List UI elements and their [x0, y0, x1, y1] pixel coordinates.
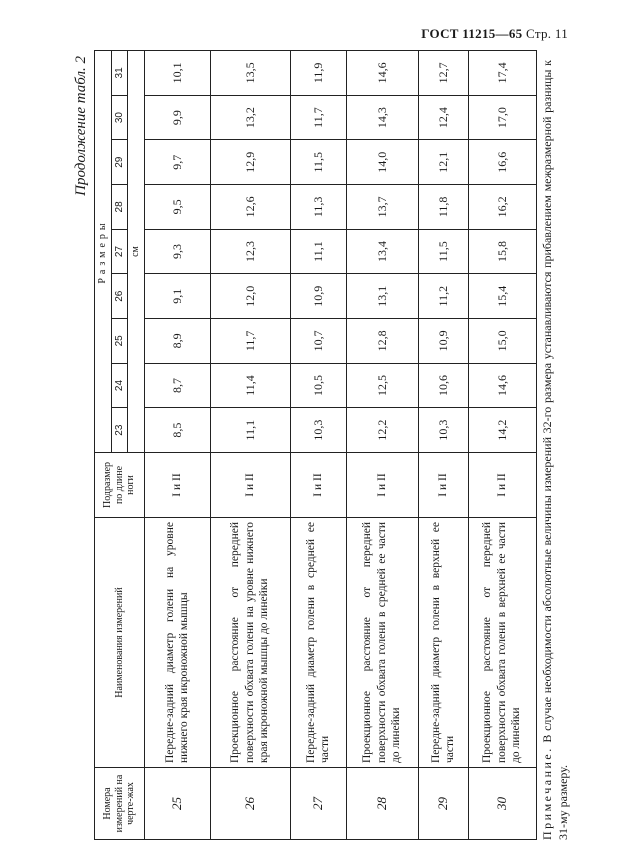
value-cell: 14,6 — [468, 363, 536, 408]
row-name: Проекционное расстояние от передней поверхности обхвата голени на уровне нижнего края икроножной мышцы до линейки — [210, 518, 290, 768]
col-header-number: Номера измерений на черте-жах — [95, 768, 145, 840]
value-cell: 11,4 — [210, 363, 290, 408]
table-row — [144, 51, 210, 840]
value-cell: 12,3 — [210, 229, 290, 274]
value-cell: 10,7 — [290, 319, 346, 364]
size-header: 27 — [111, 229, 128, 274]
value-cell: 13,1 — [346, 274, 418, 319]
value-cell: 11,5 — [418, 229, 468, 274]
value-cell: 9,3 — [144, 229, 210, 274]
value-cell: 12,0 — [210, 274, 290, 319]
row-subsize: I и II — [144, 453, 210, 518]
value-cell: 17,4 — [468, 51, 536, 96]
table-continuation-caption: Продолжение табл. 2 — [73, 56, 89, 196]
value-cell: 11,3 — [290, 185, 346, 230]
size-header: 31 — [111, 51, 128, 96]
value-cell: 12,7 — [418, 51, 468, 96]
value-cell: 15,0 — [468, 319, 536, 364]
value-cell: 10,9 — [290, 274, 346, 319]
value-cell: 13,7 — [346, 185, 418, 230]
row-number: 27 — [290, 768, 346, 840]
value-cell: 12,6 — [210, 185, 290, 230]
size-header: 29 — [111, 140, 128, 185]
size-header: 28 — [111, 185, 128, 230]
row-subsize: I и II — [346, 453, 418, 518]
value-cell: 12,4 — [418, 95, 468, 140]
value-cell: 8,7 — [144, 363, 210, 408]
size-header: 26 — [111, 274, 128, 319]
row-number: 28 — [346, 768, 418, 840]
value-cell: 11,5 — [290, 140, 346, 185]
value-cell: 10,5 — [290, 363, 346, 408]
row-name: Передне-задний диаметр голени в средней ее части — [290, 518, 346, 768]
col-header-sizes: Размеры — [95, 51, 112, 453]
table-note — [540, 60, 571, 840]
value-cell: 9,9 — [144, 95, 210, 140]
row-number: 26 — [210, 768, 290, 840]
value-cell: 13,2 — [210, 95, 290, 140]
value-cell: 12,2 — [346, 408, 418, 453]
value-cell: 13,5 — [210, 51, 290, 96]
value-cell: 17,0 — [468, 95, 536, 140]
value-cell: 9,7 — [144, 140, 210, 185]
value-cell: 14,0 — [346, 140, 418, 185]
value-cell: 15,8 — [468, 229, 536, 274]
value-cell: 11,1 — [210, 408, 290, 453]
value-cell: 10,9 — [418, 319, 468, 364]
row-name: Передне-задний диаметр голени на уровне нижнего края икроножной мышцы — [144, 518, 210, 768]
value-cell: 11,8 — [418, 185, 468, 230]
header-row — [95, 51, 112, 840]
value-cell: 10,1 — [144, 51, 210, 96]
size-header: 30 — [111, 95, 128, 140]
col-header-name: Наименования измерений — [95, 518, 145, 768]
value-cell: 9,1 — [144, 274, 210, 319]
size-header: 23 — [111, 408, 128, 453]
value-cell: 12,1 — [418, 140, 468, 185]
value-cell: 13,4 — [346, 229, 418, 274]
value-cell: 10,6 — [418, 363, 468, 408]
row-name: Проекционное расстояние от передней поверхности обхвата голени в средней ее части до линейки — [346, 518, 418, 768]
col-header-subsize: Подразмер по длине ноги — [95, 453, 145, 518]
rotated-content — [70, 50, 590, 840]
value-cell: 8,9 — [144, 319, 210, 364]
row-number: 30 — [468, 768, 536, 840]
value-cell: 9,5 — [144, 185, 210, 230]
table-row — [468, 51, 536, 840]
value-cell: 11,1 — [290, 229, 346, 274]
value-cell: 14,2 — [468, 408, 536, 453]
value-cell: 12,5 — [346, 363, 418, 408]
size-header: 25 — [111, 319, 128, 364]
value-cell: 11,2 — [418, 274, 468, 319]
value-cell: 11,7 — [210, 319, 290, 364]
value-cell: 11,9 — [290, 51, 346, 96]
page-header — [421, 26, 568, 42]
size-header: 24 — [111, 363, 128, 408]
row-number: 25 — [144, 768, 210, 840]
unit-label: см — [128, 51, 145, 453]
table-row — [210, 51, 290, 840]
value-cell: 16,2 — [468, 185, 536, 230]
row-subsize: I и II — [290, 453, 346, 518]
row-subsize: I и II — [210, 453, 290, 518]
row-subsize: I и II — [418, 453, 468, 518]
row-subsize: I и II — [468, 453, 536, 518]
standard-code: ГОСТ 11215—65 — [421, 26, 523, 41]
page-number: Стр. 11 — [526, 26, 568, 41]
value-cell: 15,4 — [468, 274, 536, 319]
value-cell: 12,8 — [346, 319, 418, 364]
row-number: 29 — [418, 768, 468, 840]
table-row — [418, 51, 468, 840]
measurements-table — [94, 50, 537, 840]
value-cell: 14,6 — [346, 51, 418, 96]
note-text: В случае необходимости абсолютные величины измерений 32-го размера устанавливаются прибавлением межразмерной разницы к 31-му размеру. — [540, 60, 570, 840]
value-cell: 8,5 — [144, 408, 210, 453]
note-label: Примечание. — [540, 746, 554, 840]
value-cell: 11,7 — [290, 95, 346, 140]
row-name: Передне-задний диаметр голени в верхней ее части — [418, 518, 468, 768]
value-cell: 12,9 — [210, 140, 290, 185]
value-cell: 14,3 — [346, 95, 418, 140]
table-row — [346, 51, 418, 840]
value-cell: 16,6 — [468, 140, 536, 185]
row-name: Проекционное расстояние от передней поверхности обхвата голени в верхней ее части до линейки — [468, 518, 536, 768]
table-row — [290, 51, 346, 840]
value-cell: 10,3 — [418, 408, 468, 453]
value-cell: 10,3 — [290, 408, 346, 453]
